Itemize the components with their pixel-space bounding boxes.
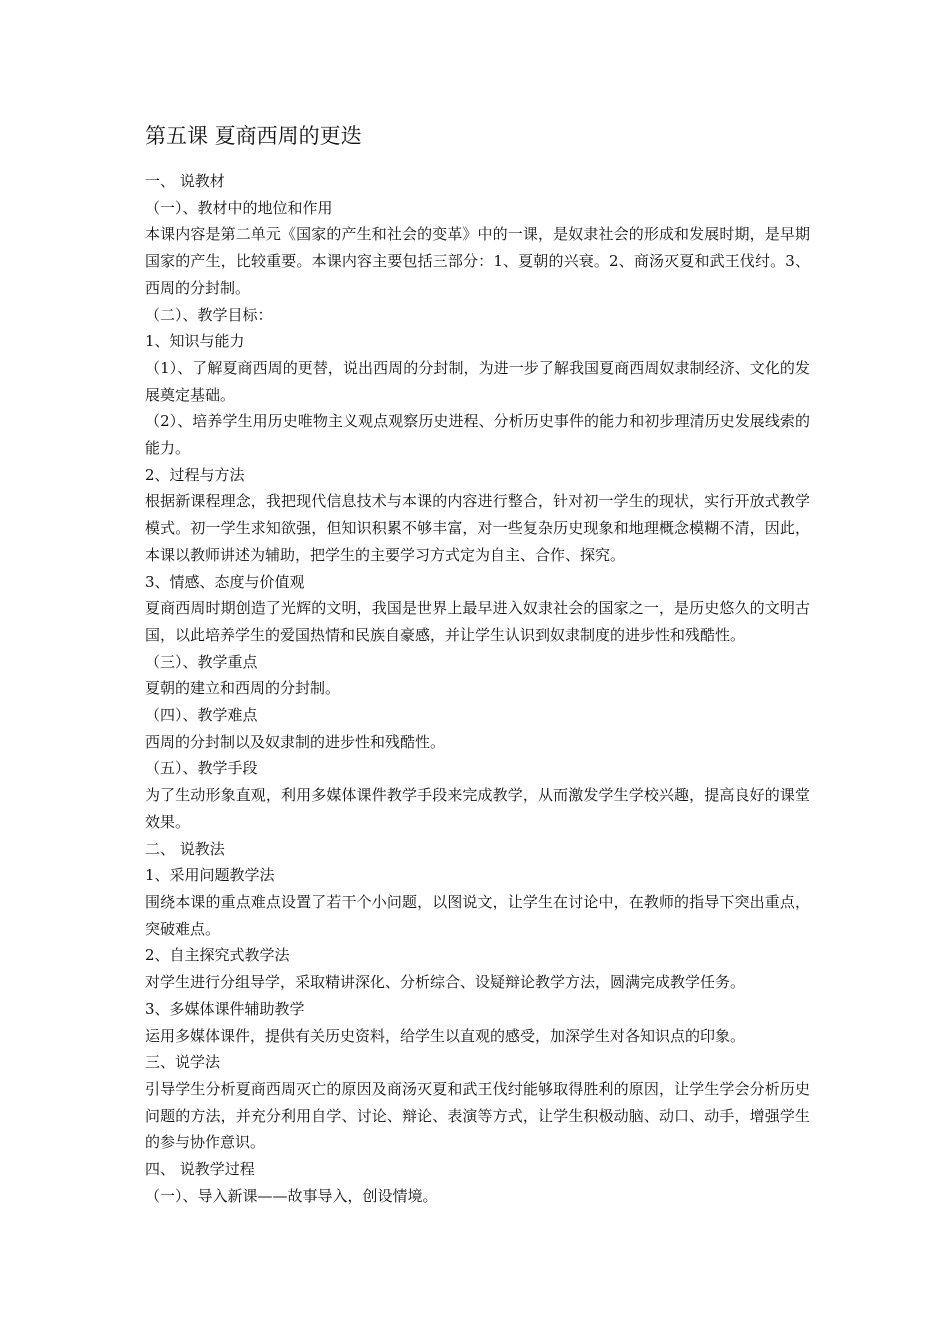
- item-heading: 2、自主探究式教学法: [145, 946, 290, 965]
- item-heading: 1、知识与能力: [145, 332, 245, 351]
- section-heading: 四、 说教学过程: [145, 1160, 255, 1179]
- paragraph: 根据新课程理念，我把现代信息技术与本课的内容进行整合，针对初一学生的现状，实行开放式教学模式。初一学生求知欲强，但知识积累不够丰富，对一些复杂历史现象和地理概念模糊不清，因此，本课以教师讲述为辅助，把学生的主要学习方式定为自主、合作、探究。: [145, 492, 810, 564]
- paragraph: 本课内容是第二单元《国家的产生和社会的变革》中的一课，是奴隶社会的形成和发展时期，是早期国家的产生，比较重要。本课内容主要包括三部分：1、夏朝的兴衰。2、商汤灭夏和武王伐纣。3、西周的分封制。: [145, 225, 810, 297]
- paragraph: 为了生动形象直观，利用多媒体课件教学手段来完成教学，从而激发学生学校兴趣，提高良好的课堂效果。: [145, 786, 810, 831]
- section-heading: 三、说学法: [145, 1053, 221, 1072]
- paragraph: 引导学生分析夏商西周灭亡的原因及商汤灭夏和武王伐纣能够取得胜利的原因，让学生学会分析历史问题的方法，并充分利用自学、讨论、辩论、表演等方式，让学生积极动脑、动口、动手，增强学生的参与协作意识。: [145, 1079, 810, 1152]
- item-heading: 2、过程与方法: [145, 465, 245, 484]
- subsection-heading: （五）、教学手段: [145, 759, 258, 778]
- item-heading: 3、多媒体课件辅助教学: [145, 999, 305, 1018]
- paragraph: （1）、了解夏商西周的更替，说出西周的分封制，为进一步了解我国夏商西周奴隶制经济、文化的发展奠定基础。: [145, 358, 810, 404]
- paragraph: 运用多媒体课件，提供有关历史资料，给学生以直观的感受，加深学生对各知识点的印象。: [145, 1026, 746, 1045]
- paragraph: （2）、培养学生用历史唯物主义观点观察历史进程、分析历史事件的能力和初步理清历史发展线索的能力。: [145, 412, 810, 458]
- section-heading: 二、 说教法: [145, 839, 225, 858]
- subsection-heading: （一）、教材中的地位和作用: [145, 198, 333, 217]
- paragraph: 夏朝的建立和西周的分封制。: [145, 679, 341, 698]
- paragraph: 西周的分封制以及奴隶制的进步性和残酷性。: [145, 732, 446, 751]
- item-heading: 1、采用问题教学法: [145, 866, 275, 885]
- lesson-title: 第五课 夏商西周的更迭: [145, 124, 362, 148]
- section-heading: 一、 说教材: [145, 172, 225, 190]
- document-body: [145, 118, 810, 1209]
- subsection-heading: （三）、教学重点: [145, 652, 258, 671]
- paragraph: 对学生进行分组导学，采取精讲深化、分析综合、设疑辩论教学方法，圆满完成教学任务。: [145, 973, 746, 992]
- subsection-heading: （一）、导入新课——故事导入，创设情境。: [145, 1186, 438, 1205]
- paragraph: 围绕本课的重点难点设置了若干个小问题，以图说文，让学生在讨论中，在教师的指导下突出重点，突破难点。: [145, 892, 810, 938]
- subsection-heading: （二）、教学目标：: [145, 305, 273, 324]
- subsection-heading: （四）、教学难点: [145, 706, 258, 725]
- item-heading: 3、情感、态度与价值观: [145, 572, 305, 591]
- paragraph: 夏商西周时期创造了光辉的文明，我国是世界上最早进入奴隶社会的国家之一，是历史悠久的文明古国，以此培养学生的爱国热情和民族自豪感，并让学生认识到奴隶制度的进步性和残酷性。: [145, 599, 810, 644]
